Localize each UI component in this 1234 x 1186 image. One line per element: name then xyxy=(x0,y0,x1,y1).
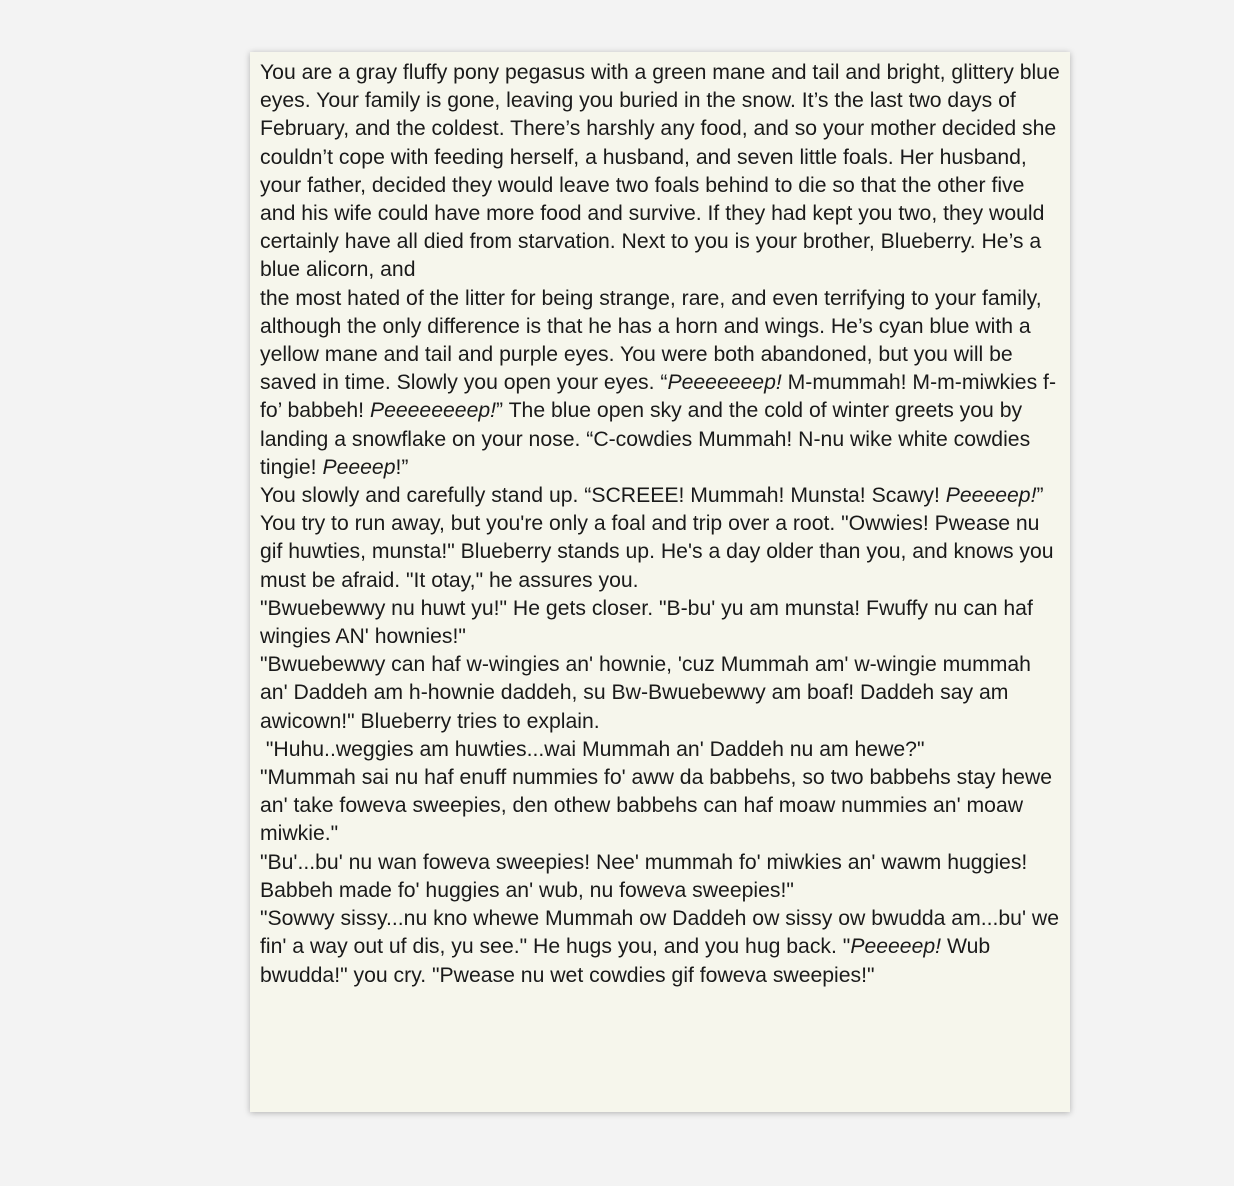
story-paragraph xyxy=(260,59,1064,285)
text-segment: "Bwuebewwy nu huwt yu!" He gets closer. "B-bu' yu am munsta! Fwuffy nu can haf wingies AN' hownies!" xyxy=(260,596,1033,649)
story-paragraph xyxy=(260,651,1064,736)
text-segment: "Bwuebewwy can haf w-wingies an' hownie, 'cuz Mummah am' w-wingie mummah an' Daddeh am h-hownie daddeh, su Bw-Bwuebewwy am boaf! Daddeh say am awicown!" Blueberry tries to explain. xyxy=(260,653,1031,733)
italic-text-segment: Peeeeeeeep! xyxy=(369,399,497,423)
story-paragraph xyxy=(260,764,1064,849)
story-paragraph xyxy=(260,736,1064,764)
text-segment: ” The blue open sky and the cold of winter greets you by landing a snowflake on your nose. “C-cowdies Mummah! N-nu wike white cowdies tingie! xyxy=(260,399,1031,479)
text-segment: "Huhu..weggies am huwties...wai Mummah an' Daddeh nu am hewe?" xyxy=(260,737,925,761)
text-segment: ” You try to run away, but you're only a foal and trip over a root. "Owwies! Pwease nu gif huwties, munsta!" Blueberry stands up. He's a day older than you, and knows you must be afraid. "It otay," he assures you. xyxy=(260,484,1054,592)
text-segment: "Mummah sai nu haf enuff nummies fo' aww da babbehs, so two babbehs stay hewe an' take foweva sweepies, den othew babbehs can haf moaw nummies an' moaw miwkie." xyxy=(260,766,1053,846)
italic-text-segment: Peeeeeeep! xyxy=(667,371,782,395)
text-segment: !” xyxy=(395,455,409,479)
story-paragraph xyxy=(260,285,1064,482)
italic-text-segment: Peeeep xyxy=(322,455,396,479)
text-segment: the most hated of the litter for being strange, rare, and even terrifying to your family, although the only difference is that he has a horn and wings. He’s cyan blue with a yellow mane and tail and purple eyes. You were both abandoned, but you will be saved in time. Slowly you open your eyes. “ xyxy=(260,286,1042,395)
story-paragraph xyxy=(260,849,1064,905)
text-segment: You are a gray fluffy pony pegasus with a green mane and tail and bright, glittery blue eyes. Your family is gone, leaving you buried in the snow. It’s the last two days of February, and the coldest. There’s harshly any food, and so your mother decided she couldn’t cope with feeding herself, a husband, and seven little foals. Her husband, your father, decided they would leave two foals behind to die so that the other five and his wife could have more food and survive. If they had kept you two, they would certainly have all died from starvation. Next to you is your brother, Blueberry. He’s a blue alicorn, and xyxy=(260,61,1060,282)
italic-text-segment: Peeeeep! xyxy=(850,935,942,959)
story-text xyxy=(260,59,1064,990)
text-segment: You slowly and carefully stand up. “SCREEE! Mummah! Munsta! Scawy! xyxy=(260,484,946,508)
story-paragraph xyxy=(260,482,1064,595)
text-segment: "Bu'...bu' nu wan foweva sweepies! Nee' mummah fo' miwkies an' wawm huggies! Babbeh made fo' huggies an' wub, nu foweva sweepies!" xyxy=(260,850,1028,902)
story-paragraph xyxy=(260,595,1064,651)
text-segment: M-mummah! M-m-miwkies f-fo’ babbeh! xyxy=(260,371,1057,423)
text-segment: Wub bwudda!" you cry. "Pwease nu wet cowdies gif foweva sweepies!" xyxy=(260,935,991,987)
text-segment: "Sowwy sissy...nu kno whewe Mummah ow Daddeh ow sissy ow bwudda am...bu' we fin' a way out uf dis, yu see." He hugs you, and you hug back. " xyxy=(260,907,1059,959)
story-paragraph xyxy=(260,905,1064,990)
italic-text-segment: Peeeeep! xyxy=(945,484,1037,508)
document-page xyxy=(250,52,1070,1112)
